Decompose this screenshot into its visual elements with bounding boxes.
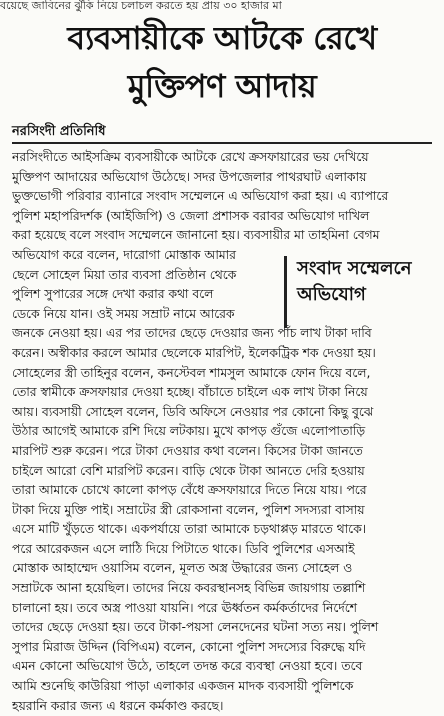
pull-quote-line-2: অভিযোগ — [297, 284, 366, 305]
article-body — [12, 148, 432, 716]
article-line: মোস্তাক আহাম্মেদ ওয়াসিম বলেন, মূলত অস্ত্র উদ্ধারের জন্য সোহেল ও — [12, 561, 353, 576]
article-line: উঠার আগেই আমাকে রশি দিয়ে লটকায়। মুখে কাপড় গুঁজে এলোপাতাড়ি — [12, 424, 366, 439]
article-line: অভিযোগ করে বলেন, দারোগা মোস্তাক আমার — [12, 247, 236, 262]
previous-article-strip: বয়েছে জাবিনের ঝুঁকি নিয়ে চলাচল করতে হয় প্রায় ৩০ হাজার মা — [0, 0, 282, 12]
article-line: টাকা দিয়ে মুক্তি পাই। সম্রাটের স্ত্রী রোকসানা বলেন, পুলিশ সদস্যরা বাসায় — [12, 502, 365, 517]
article-line: পুলিশ মহাপরিদর্শক (আইজিপি) ও জেলা প্রশাসক বরাবর অভিযোগ দাখিল — [12, 208, 370, 223]
article-line: পুলিশ সুপারের সঙ্গে দেখা করার কথা বলে — [12, 287, 214, 302]
article-line: এসে মাটি খুঁড়তে থাকে। একপর্যায়ে তারা আমাকে চড়থাপ্পড় মারতে থাকে। — [12, 522, 367, 537]
article-line: সম্রাটকে আনা হয়েছিল। তাদের নিয়ে কবরস্থানসহ বিভিন্ন জায়গায় তল্লাশি — [12, 581, 366, 596]
pull-quote-line-1: সংবাদ সম্মেলনে — [297, 258, 412, 279]
pull-quote — [284, 256, 430, 328]
headline-line-1: ব্যবসায়ীকে আটকে রেখে — [67, 19, 377, 57]
headline — [0, 14, 444, 110]
byline: নরসিংদী প্রতিনিধি — [12, 124, 106, 139]
article-line: পরে আরেকজন এসে লাঠি দিয়ে পিটাতে থাকে। ডিবি পুলিশের এসআই — [12, 541, 355, 556]
article-line: চালানো হয়। তবে অস্ত্র পাওয়া যায়নি। পরে ঊর্ধ্বতন কর্মকর্তাদের নির্দেশে — [12, 600, 357, 615]
article-line: ভুক্তভোগী পরিবার ব্যানারে সংবাদ সম্মেলনে এ অভিযোগ করা হয়। এ ব্যাপারে — [12, 189, 389, 204]
headline-line-2: মুক্তিপণ আদায় — [127, 67, 317, 105]
article-line: আয়। ব্যবসায়ী সোহেল বলেন, ডিবি অফিসে নেওয়ার পর কোনো কিছু বুঝে — [12, 404, 374, 419]
byline-rule — [12, 142, 432, 144]
article-line: চাইলে আরো বেশি মারপিট করেন। বাড়ি থেকে টাকা আনতে দেরি হওয়ায় — [12, 463, 365, 478]
article-line: সোহেলের স্ত্রী তাহিনুর বলেন, কনস্টেবল শামসুল আমাকে ফোন দিয়ে বলে, — [12, 365, 371, 380]
article-line: তারা আমাকে চোখে কালো কাপড় বেঁধে ক্রসফায়ারে দিতে নিয়ে যায়। পরে — [12, 483, 367, 498]
article-line: হয়রানি করার জন্য এ ধরনে কর্মকাণ্ড করছে। — [12, 698, 224, 713]
article-line: করা হয়েছে বলে সংবাদ সম্মেলনে জানানো হয়। ব্যবসায়ীর মা তাহমিনা বেগম — [12, 228, 380, 243]
article-line: সুপার মিরাজ উদ্দিন (বিপিএম) বলেন, কোনো পুলিশ সদস্যের বিরুদ্ধে যদি — [12, 639, 366, 654]
article-line: তাদের ছেড়ে দেওয়া হয়। তবে টাকা-পয়সা লেনদেনের ঘটনা সত্য নয়। পুলিশ — [12, 620, 379, 635]
article-line: আমি শুনেছি কাউরিয়া পাড়া এলাকার একজন মাদক ব্যবসায়ী পুলিশকে — [12, 679, 354, 694]
article-line: নরসিংদীতে আইসক্রিম ব্যবসায়ীকে আটকে রেখে ক্রসফায়ারের ভয় দেখিয়ে — [12, 150, 369, 164]
article-line: তোর স্বামীকে ক্রসফায়ার দেওয়া হচ্ছে। বাঁচাতে চাইলে এক লাখ টাকা নিয়ে — [12, 385, 368, 400]
article-line: মারপিট শুরু করেন। পরে টাকা দেওয়ার কথা বলেন। কিসের টাকা জানতে — [12, 443, 363, 458]
article-line: ছেলে সোহেল মিয়া তার ব্যবসা প্রতিষ্ঠান থেকে — [12, 267, 237, 282]
article-line: ডেকে নিয়ে যান। ওই সময় সম্রাট নামে আরেক — [12, 306, 235, 321]
article-line: মুক্তিপণ আদায়ের অভিযোগ উঠেছে। সদর উপজেলার পাথরঘাট এলাকায় — [12, 169, 367, 184]
article-line: এমন কোনো অভিযোগ উঠে, তাহলে তদন্ত করে ব্যবস্থা নেওয়া হবে। তবে — [12, 659, 363, 674]
article-line: করেন। অস্বীকার করলে আমার ছেলেকে মারপিট, ইলেকট্রিক শক দেওয়া হয়। — [12, 345, 376, 360]
article-line: জনকে নেওয়া হয়। এর পর তাদের ছেড়ে দেওয়ার জন্য পাঁচ লাখ টাকা দাবি — [12, 326, 372, 341]
